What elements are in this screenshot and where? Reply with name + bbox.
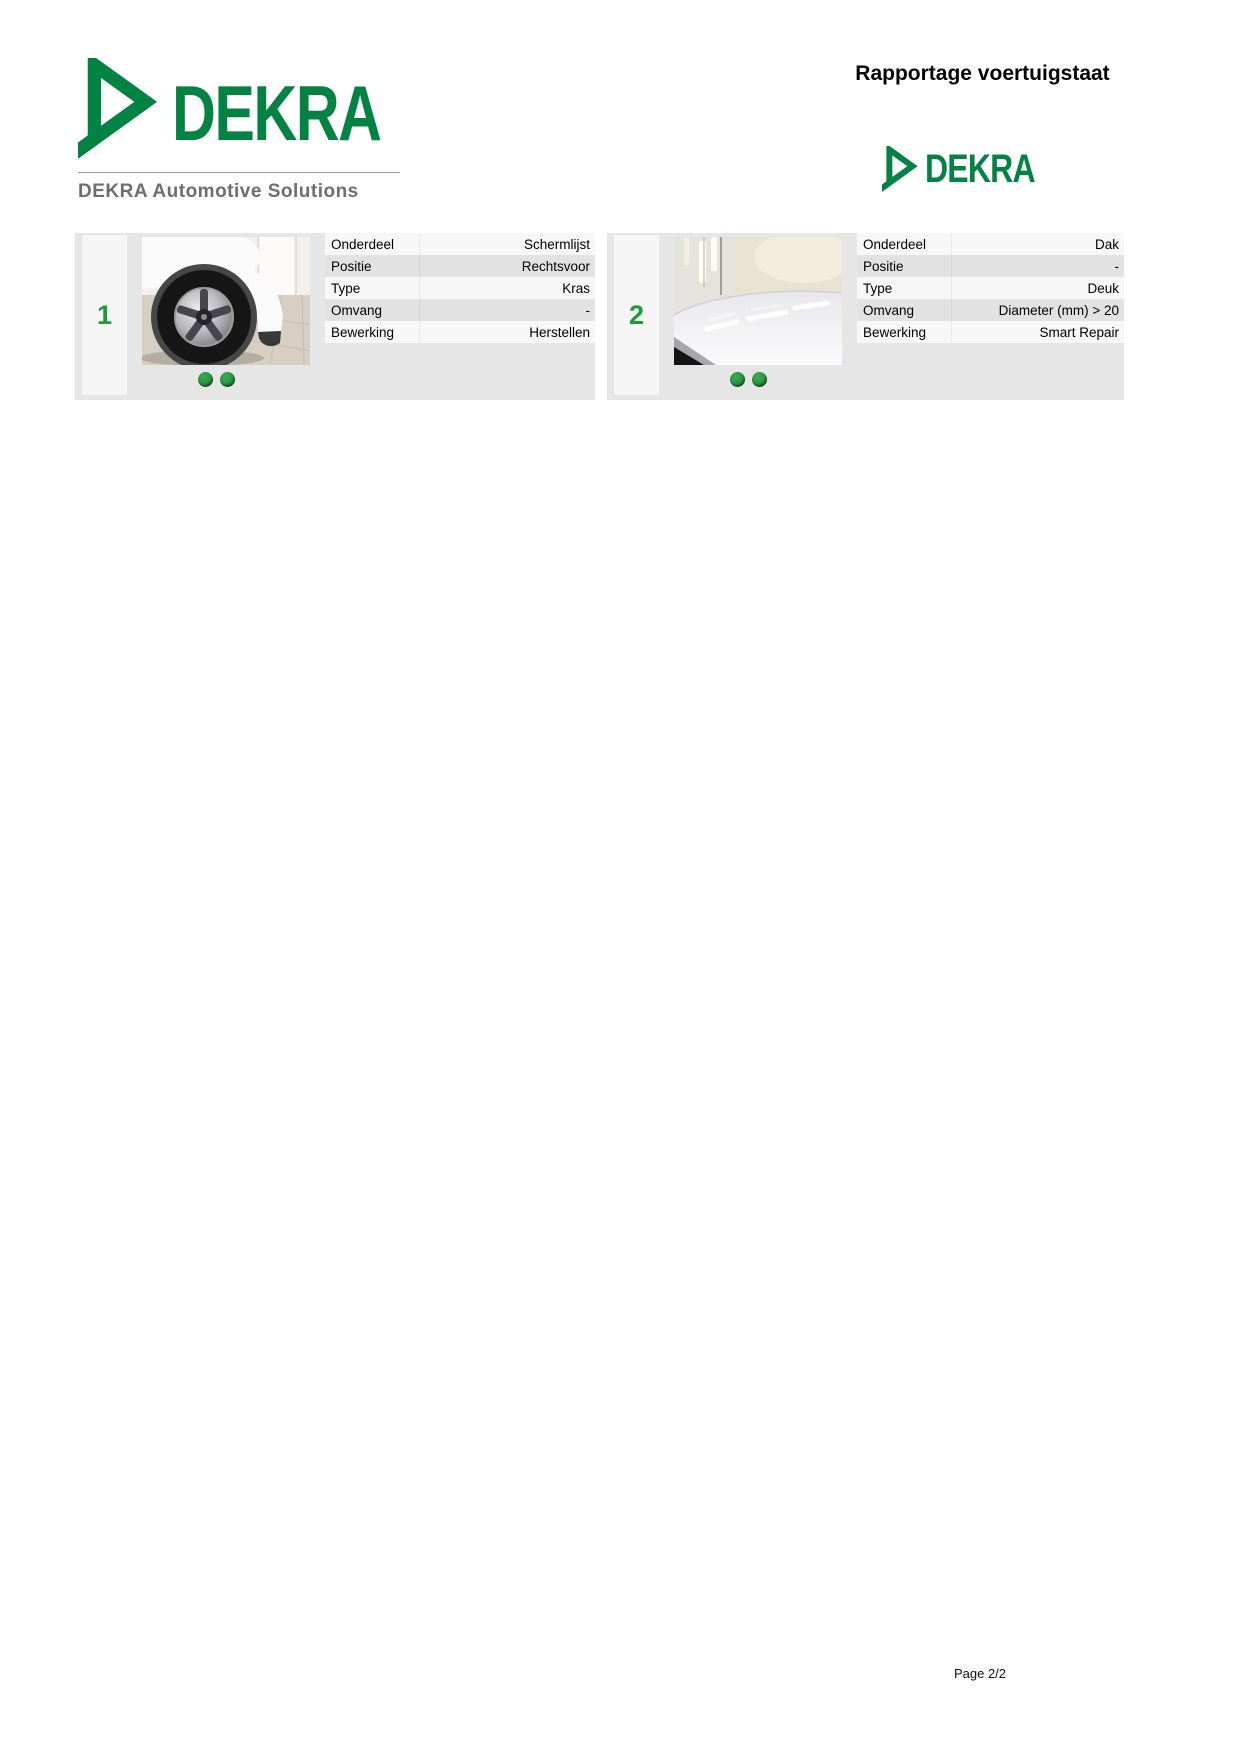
- green-dot-icon: [730, 372, 745, 387]
- dekra-logo-row: [78, 58, 418, 158]
- row-label: Omvang: [857, 299, 952, 321]
- row-value: -: [1114, 258, 1119, 274]
- brand-subtitle: DEKRA Automotive Solutions: [78, 181, 359, 202]
- table-row: [857, 277, 1124, 299]
- page-number: Page 2/2: [953, 1666, 1007, 1681]
- green-dot-icon: [220, 372, 235, 387]
- row-label: Omvang: [325, 299, 420, 321]
- row-label: Type: [857, 277, 952, 299]
- green-dot-icon: [198, 372, 213, 387]
- damage-table: [857, 233, 1124, 343]
- dekra-arrow-icon: [882, 146, 918, 192]
- table-row: [857, 255, 1124, 277]
- dekra-logo-small-text: DEKRA: [925, 146, 1035, 191]
- damage-card-1: [75, 233, 595, 400]
- row-value: Diameter (mm) > 20: [998, 302, 1119, 318]
- table-row: [857, 321, 1124, 343]
- damage-number: 1: [96, 299, 113, 330]
- dekra-logo-text: DEKRA: [172, 69, 381, 157]
- damage-number: 2: [628, 299, 645, 330]
- row-value: Dak: [1094, 236, 1119, 252]
- photo-pagination-dots: [664, 372, 832, 387]
- row-label: Bewerking: [857, 321, 952, 343]
- table-row: [325, 255, 595, 277]
- row-value: Herstellen: [529, 324, 590, 340]
- table-row: [325, 233, 595, 255]
- damage-table: [325, 233, 595, 343]
- table-row: [325, 321, 595, 343]
- table-row: [857, 233, 1124, 255]
- page-title: Rapportage voertuigstaat: [855, 62, 1110, 85]
- damage-number-strip: [614, 235, 659, 395]
- row-label: Positie: [325, 255, 420, 277]
- row-value: Kras: [562, 280, 590, 296]
- table-row: [325, 299, 595, 321]
- row-value: Smart Repair: [1039, 324, 1119, 340]
- row-value: Schermlijst: [523, 236, 590, 252]
- dekra-logo: [78, 58, 418, 203]
- row-label: Onderdeel: [857, 233, 952, 255]
- table-row: [325, 277, 595, 299]
- damage-band: [75, 233, 1124, 400]
- row-label: Onderdeel: [325, 233, 420, 255]
- row-label: Bewerking: [325, 321, 420, 343]
- row-value: Rechtsvoor: [521, 258, 590, 274]
- dekra-arrow-icon: [78, 58, 158, 158]
- photo-pagination-dots: [132, 372, 300, 387]
- row-label: Positie: [857, 255, 952, 277]
- damage-number-strip: [82, 235, 127, 395]
- green-dot-icon: [752, 372, 767, 387]
- row-label: Type: [325, 277, 420, 299]
- damage-photo-roof: [674, 237, 842, 365]
- damage-photo-wheel: [142, 237, 310, 365]
- row-value: Deuk: [1087, 280, 1119, 296]
- brand-divider: [78, 172, 400, 173]
- dekra-logo-small: [882, 146, 1062, 192]
- damage-card-2: [607, 233, 1124, 400]
- row-value: -: [585, 302, 590, 318]
- table-row: [857, 299, 1124, 321]
